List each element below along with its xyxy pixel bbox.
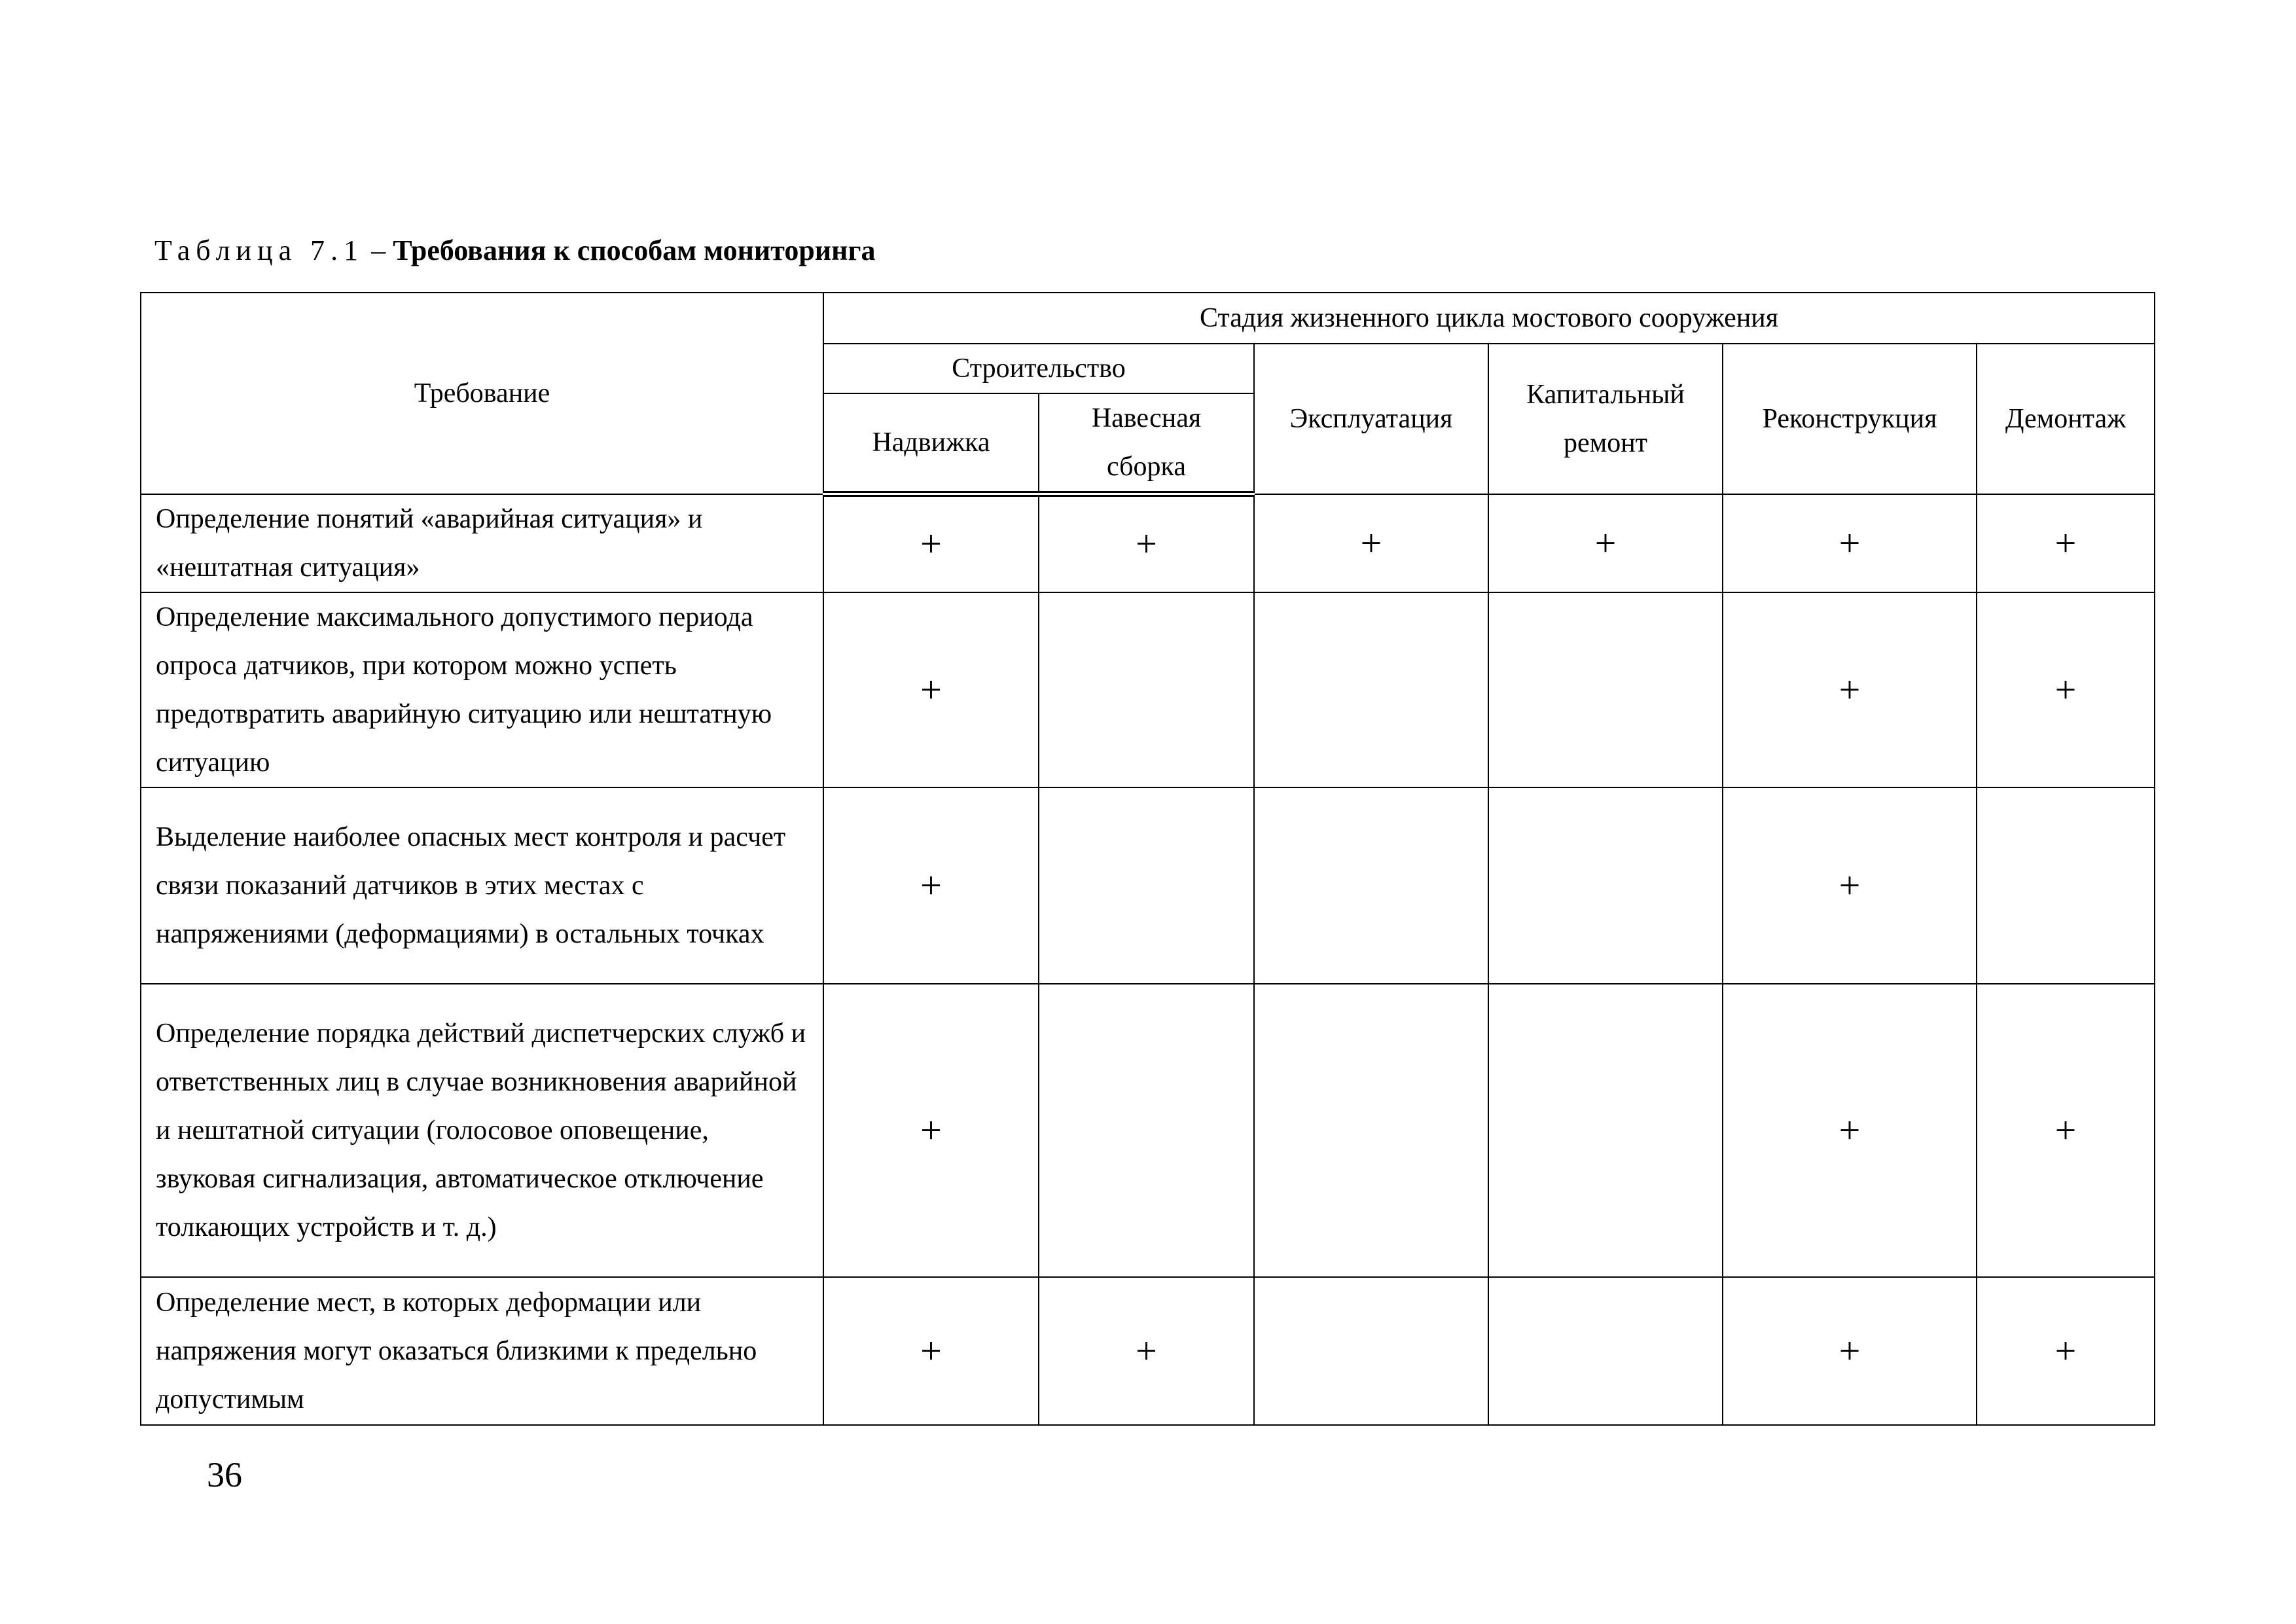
stage-mark-cell [1254, 1277, 1488, 1425]
requirement-text: Выделение наиболее опасных мест контроля и расчет связи показаний датчиков в этих местах с напряжениями (деформациями) в остальных точках [141, 787, 823, 984]
stage-mark-cell [1254, 984, 1488, 1277]
table-row [141, 1277, 2155, 1425]
stage-mark-cell [1488, 1277, 1723, 1425]
stage-mark-cell: + [1977, 1277, 2155, 1425]
requirement-text: Определение порядка действий диспетчерских служб и ответственных лиц в случае возникновения аварийной и нештатной ситуации (голосовое оповещение, звуковая сигнализация, автоматическое отключение толкающих устройств и т. д.) [141, 984, 823, 1277]
table-row [141, 984, 2155, 1277]
requirements-table [140, 292, 2155, 1426]
stage-mark-cell: + [823, 984, 1039, 1277]
stage-mark-cell [1488, 984, 1723, 1277]
stage-mark-cell: + [823, 1277, 1039, 1425]
header-capital-repair: Капитальный ремонт [1488, 344, 1723, 494]
stage-mark-cell [1488, 592, 1723, 787]
stage-mark-cell [1039, 984, 1254, 1277]
header-construction: Строительство [823, 344, 1254, 393]
stage-mark-cell: + [1723, 494, 1977, 592]
header-operation: Эксплуатация [1254, 344, 1488, 494]
table-caption-separator: – [364, 234, 393, 266]
table-row [141, 494, 2155, 592]
stage-mark-cell: + [823, 787, 1039, 984]
requirement-text: Определение мест, в которых деформации или напряжения могут оказаться близкими к предельно допустимым [141, 1277, 823, 1425]
stage-mark-cell [1254, 592, 1488, 787]
stage-mark-cell [1039, 592, 1254, 787]
header-launching: Надвижка [823, 393, 1039, 494]
stage-mark-cell: + [823, 592, 1039, 787]
stage-mark-cell: + [1723, 787, 1977, 984]
header-requirement: Требование [141, 293, 823, 494]
table-caption-title: Требования к способам мониторинга [393, 234, 876, 266]
stage-mark-cell: + [1977, 494, 2155, 592]
header-cantilever-assembly: Навесная сборка [1039, 393, 1254, 494]
table-row [141, 787, 2155, 984]
header-reconstruction: Реконструкция [1723, 344, 1977, 494]
stage-mark-cell [1977, 787, 2155, 984]
table-row [141, 592, 2155, 787]
stage-mark-cell: + [1039, 1277, 1254, 1425]
stage-mark-cell [1254, 787, 1488, 984]
header-dismantling: Демонтаж [1977, 344, 2155, 494]
requirement-text: Определение понятий «аварийная ситуация» и «нештатная ситуация» [141, 494, 823, 592]
table-caption-label: Таблица 7.1 [154, 234, 365, 266]
header-lifecycle-stage: Стадия жизненного цикла мостового сооружения [823, 293, 2155, 344]
stage-mark-cell: + [1039, 494, 1254, 592]
stage-mark-cell [1488, 787, 1723, 984]
stage-mark-cell [1039, 787, 1254, 984]
page-number: 36 [207, 1455, 242, 1494]
stage-mark-cell: + [1723, 984, 1977, 1277]
stage-mark-cell: + [1723, 1277, 1977, 1425]
stage-mark-cell: + [1488, 494, 1723, 592]
stage-mark-cell: + [1254, 494, 1488, 592]
stage-mark-cell: + [1977, 984, 2155, 1277]
requirement-text: Определение максимального допустимого периода опроса датчиков, при котором можно успеть предотвратить аварийную ситуацию или нештатную ситуацию [141, 592, 823, 787]
table-caption [154, 232, 875, 269]
stage-mark-cell: + [1977, 592, 2155, 787]
stage-mark-cell: + [823, 494, 1039, 592]
stage-mark-cell: + [1723, 592, 1977, 787]
